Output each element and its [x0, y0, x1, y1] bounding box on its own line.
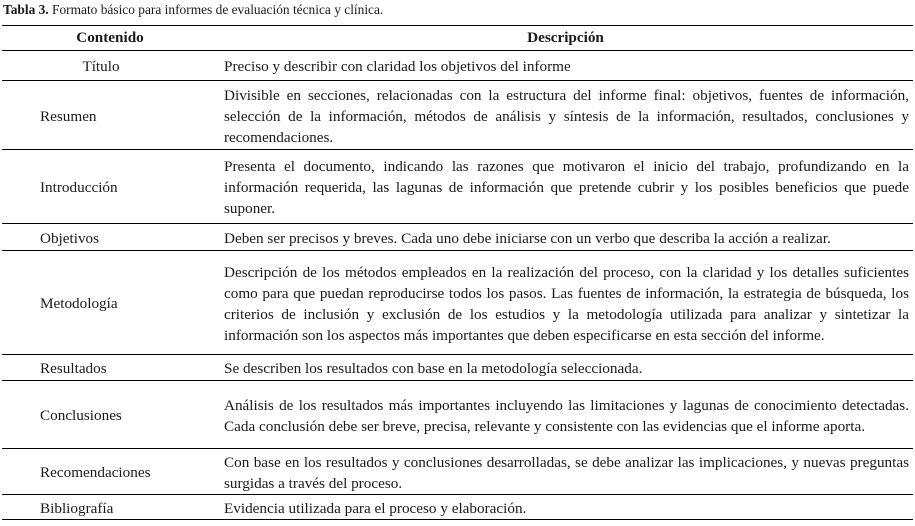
table-row — [2, 355, 913, 381]
report-format-table — [2, 25, 913, 520]
row-description-bibliografia: Evidencia utilizada para el proceso y elaboración. — [218, 495, 913, 520]
table-row — [2, 381, 913, 449]
header-descripcion: Descripción — [218, 26, 913, 51]
table-row — [2, 51, 913, 81]
table-row — [2, 224, 913, 251]
row-content-titulo: Título — [2, 51, 218, 81]
row-description-resultados: Se describen los resultados con base en la metodología seleccionada. — [218, 355, 913, 381]
row-content-conclusiones: Conclusiones — [2, 381, 218, 449]
row-description-introduccion: Presenta el documento, indicando las razones que motivaron el inicio del trabajo, profundizando en la información requerida, las lagunas de información que pretende cubrir y los posibles beneficios que puede suponer. — [218, 150, 913, 224]
table-row — [2, 150, 913, 224]
row-description-resumen: Divisible en secciones, relacionadas con la estructura del informe final: objetivos, fuentes de información, selección de la información, métodos de análisis y síntesis de la información, resultados, conclusiones y recomendaciones. — [218, 81, 913, 150]
table-caption — [3, 2, 383, 18]
row-description-conclusiones: Análisis de los resultados más importantes incluyendo las limitaciones y lagunas de conocimiento detectadas. Cada conclusión debe ser breve, precisa, relevante y consistente con las evidencias que el informe aporta. — [218, 381, 913, 449]
row-content-objetivos: Objetivos — [2, 224, 218, 251]
row-description-titulo: Preciso y describir con claridad los objetivos del informe — [218, 51, 913, 81]
table-caption-label: Tabla 3. — [3, 2, 49, 17]
header-contenido: Contenido — [2, 26, 218, 51]
row-content-bibliografia: Bibliografía — [2, 495, 218, 520]
table-header-row — [2, 26, 913, 51]
row-description-objetivos: Deben ser precisos y breves. Cada uno debe iniciarse con un verbo que describa la acción a realizar. — [218, 224, 913, 251]
row-content-resultados: Resultados — [2, 355, 218, 381]
table-row — [2, 449, 913, 495]
table-row — [2, 251, 913, 355]
row-description-metodologia: Descripción de los métodos empleados en la realización del proceso, con la claridad y los detalles suficientes como para que puedan reproducirse todos los pasos. Las fuentes de información, la estrategia de búsqueda, los criterios de inclusión y exclusión de los estudios y la metodología utilizada para analizar y sintetizar la información son los aspectos más importantes que deben especificarse en esta sección del informe. — [218, 251, 913, 355]
row-content-introduccion: Introducción — [2, 150, 218, 224]
table-caption-text: Formato básico para informes de evaluación técnica y clínica. — [48, 2, 384, 17]
table-row — [2, 495, 913, 520]
row-description-recomendaciones: Con base en los resultados y conclusiones desarrolladas, se debe analizar las implicaciones, y nuevas preguntas surgidas a través del proceso. — [218, 449, 913, 495]
row-content-recomendaciones: Recomendaciones — [2, 449, 218, 495]
row-content-resumen: Resumen — [2, 81, 218, 150]
row-content-metodologia: Metodología — [2, 251, 218, 355]
table-row — [2, 81, 913, 150]
